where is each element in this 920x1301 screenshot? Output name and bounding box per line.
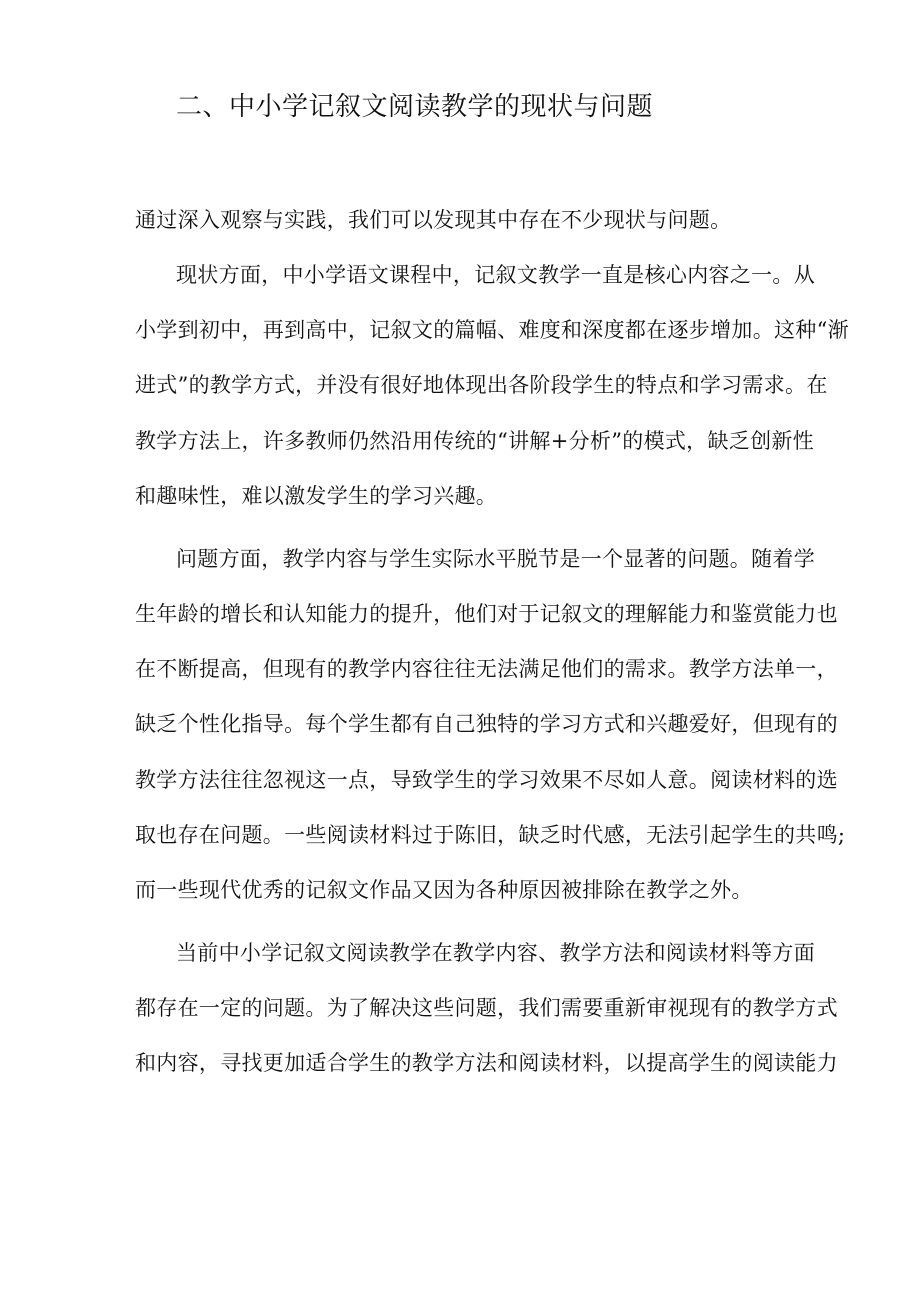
paragraph-2-line-7: 而一些现代优秀的记叙文作品又因为各种原因被排除在教学之外。 — [135, 878, 753, 902]
intro-line: 通过深入观察与实践，我们可以发现其中存在不少现状与问题。 — [135, 208, 732, 232]
paragraph-1-line-5: 和趣味性，难以激发学生的学习兴趣。 — [135, 484, 498, 508]
paragraph-2-line-1: 问题方面，教学内容与学生实际水平脱节是一个显著的问题。随着学 — [176, 547, 815, 571]
paragraph-1-line-1: 现状方面，中小学语文课程中，记叙文教学一直是核心内容之一。从 — [176, 263, 815, 287]
paragraph-1-line-4: 教学方法上，许多教师仍然沿用传统的“讲解+分析”的模式，缺乏创新性 — [135, 429, 814, 453]
paragraph-2-line-6: 取也存在问题。一些阅读材料过于陈旧，缺乏时代感，无法引起学生的共鸣; — [135, 823, 846, 847]
paragraph-2-line-2: 生年龄的增长和认知能力的提升，他们对于记叙文的理解能力和鉴赏能力也 — [135, 602, 838, 626]
paragraph-2-line-3: 在不断提高，但现有的教学内容往往无法满足他们的需求。教学方法单一， — [135, 657, 838, 681]
paragraph-1-line-3: 进式”的教学方式，并没有很好地体现出各阶段学生的特点和学习需求。在 — [135, 373, 828, 397]
paragraph-2-line-5: 教学方法往往忽视这一点，导致学生的学习效果不尽如人意。阅读材料的选 — [135, 768, 838, 792]
paragraph-3-line-3: 和内容，寻找更加适合学生的教学方法和阅读材料，以提高学生的阅读能力 — [135, 1051, 838, 1075]
paragraph-1-line-2: 小学到初中，再到高中，记叙文的篇幅、难度和深度都在逐步增加。这种“渐 — [135, 318, 849, 342]
paragraph-2-line-4: 缺乏个性化指导。每个学生都有自己独特的学习方式和兴趣爱好，但现有的 — [135, 712, 838, 736]
paragraph-3-line-1: 当前中小学记叙文阅读教学在教学内容、教学方法和阅读材料等方面 — [176, 941, 815, 965]
section-heading: 二、中小学记叙文阅读教学的现状与问题 — [176, 92, 654, 122]
paragraph-3-line-2: 都存在一定的问题。为了解决这些问题，我们需要重新审视现有的教学方式 — [135, 996, 838, 1020]
